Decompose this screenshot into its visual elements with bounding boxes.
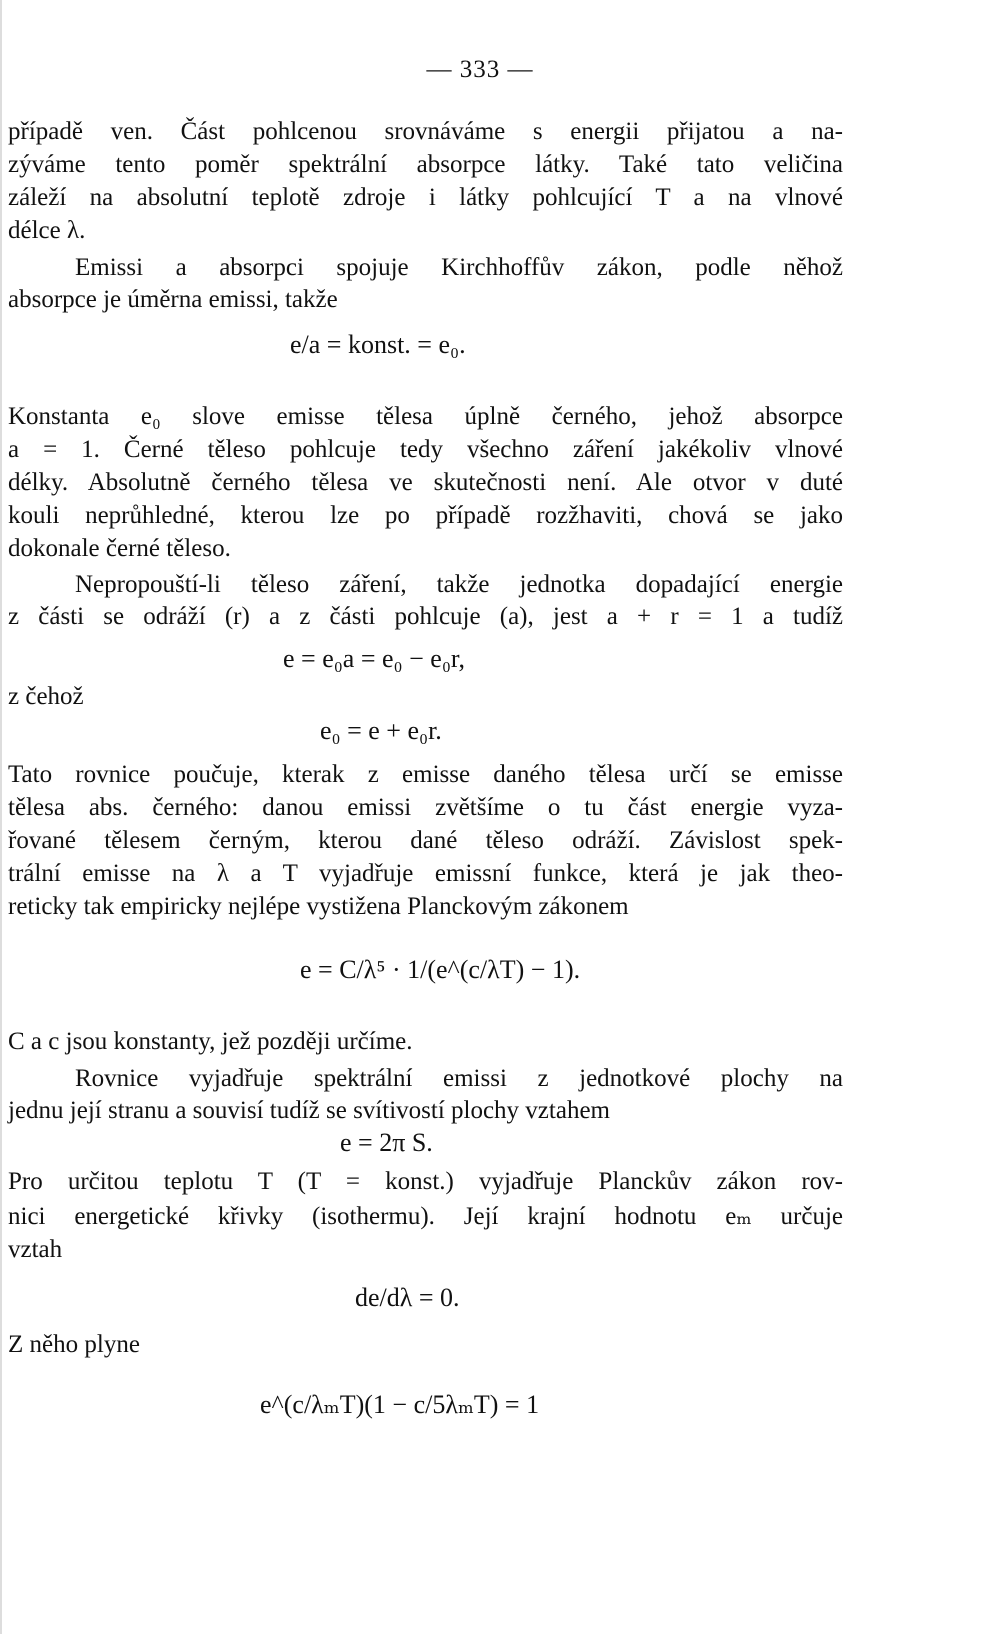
text-line: řované tělesem černým, kterou dané těleso odráží. Závislost spek- [8, 827, 843, 854]
text-line: nici energetické křivky (isothermu). Její krajní hodnotu eₘ určuje [8, 1203, 843, 1230]
text-line: trální emisse na λ a T vyjadřuje emissní funkce, která je jak theo- [8, 860, 843, 887]
text-line: Emissi a absorpci spojuje Kirchhoffův zákon, podle něhož [75, 254, 843, 281]
text-line: reticky tak empiricky nejlépe vystižena Planckovým zákonem [8, 893, 629, 920]
equation-area: e = 2π S. [340, 1128, 433, 1157]
text-line: z části se odráží (r) a z části pohlcuje (a), jest a + r = 1 a tudíž [8, 603, 843, 630]
text-line: Rovnice vyjadřuje spektrální emissi z jednotkové plochy na [75, 1065, 843, 1092]
text-line: absorpce je úměrna emissi, takže [8, 286, 338, 313]
text-line: Tato rovnice poučuje, kterak z emisse daného tělesa určí se emisse [8, 761, 843, 788]
page-edge [0, 0, 2, 1634]
equation-wien: e^(c/λₘT)(1 − c/5λₘT) = 1 [260, 1390, 540, 1419]
text-line: a = 1. Černé těleso pohlcuje tedy všechno záření jakékoliv vlnové [8, 436, 843, 463]
text-line: tělesa abs. černého: danou emissi zvětšíme o tu část energie vyza- [8, 794, 843, 821]
text-line: jednu její stranu a souvisí tudíž se svítivostí plochy vztahem [8, 1097, 610, 1124]
text-line: dokonale černé těleso. [8, 535, 231, 562]
text-line: Z něho plyne [8, 1331, 140, 1358]
text-line: zýváme tento poměr spektrální absorpce látky. Také tato veličina [8, 151, 843, 178]
text-line: Konstanta e₀ slove emisse tělesa úplně černého, jehož absorpce [8, 403, 843, 430]
text-line: záleží na absolutní teplotě zdroje i látky pohlcující T a na vlnové [8, 184, 843, 211]
text-line: délce λ. [8, 217, 86, 244]
text-line: vztah [8, 1236, 63, 1263]
equation-extremum: de/dλ = 0. [355, 1283, 460, 1312]
text-line: délky. Absolutně černého tělesa ve skutečnosti není. Ale otvor v duté [8, 469, 843, 496]
page-number: — 333 — [426, 56, 534, 83]
text-line: kouli neprůhledné, kterou lze po případě rozžhaviti, chová se jako [8, 502, 843, 529]
text-line: Pro určitou teplotu T (T = konst.) vyjadřuje Planckův zákon rov- [8, 1168, 843, 1195]
text-line: případě ven. Část pohlcenou srovnáváme s energii přijatou a na- [8, 118, 843, 145]
text-line: C a c jsou konstanty, jež později určíme. [8, 1028, 413, 1055]
equation-reflect: e = e₀a = e₀ − e₀r, [283, 644, 465, 673]
equation-planck: e = C/λ⁵ · 1/(e^(c/λT) − 1). [300, 955, 581, 984]
equation-result: e₀ = e + e₀r. [320, 716, 442, 745]
text-line: z čehož [8, 683, 84, 710]
text-line: Nepropouští-li těleso záření, takže jednotka dopadající energie [75, 571, 843, 598]
equation-kirchhoff: e/a = konst. = e₀. [290, 330, 466, 359]
